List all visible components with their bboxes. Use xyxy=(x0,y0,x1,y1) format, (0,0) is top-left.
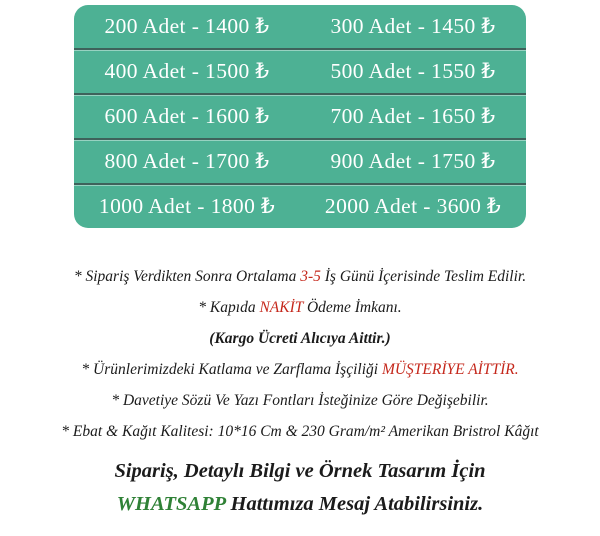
whatsapp-text: WHATSAPP xyxy=(116,493,226,515)
note-cash-payment xyxy=(0,292,600,323)
note-size-quality: * Ebat & Kağıt Kalitesi: 10*16 Cm & 230 Gram/m² Amerikan Bristrol Kâğıt xyxy=(61,423,539,440)
footer-line-2 xyxy=(0,488,600,521)
note-text: Ödeme İmkanı. xyxy=(303,299,402,316)
price-cell: 2000 Adet - 3600 ₺ xyxy=(324,194,502,218)
price-row xyxy=(74,5,526,48)
price-table xyxy=(74,5,526,228)
note-highlight-red: 3-5 xyxy=(300,268,321,285)
price-cell: 200 Adet - 1400 ₺ xyxy=(104,14,270,38)
footer-text: Hattımıza Mesaj Atabilirsiniz. xyxy=(225,493,484,515)
price-row xyxy=(74,93,526,138)
note-shipping-fee: (Kargo Ücreti Alıcıya Aittir.) xyxy=(209,330,391,347)
price-row xyxy=(74,183,526,228)
note-text: İş Günü İçerisinde Teslim Edilir. xyxy=(320,268,527,285)
note-highlight-red: MÜŞTERİYE AİTTİR. xyxy=(381,361,519,378)
note-folding-labor xyxy=(0,354,600,385)
note-text: * Ürünlerimizdeki Katlama ve Zarflama İşçiliği xyxy=(81,361,382,378)
price-row xyxy=(74,138,526,183)
price-cell: 1000 Adet - 1800 ₺ xyxy=(98,194,276,218)
note-text: * Kapıda xyxy=(198,299,260,316)
price-cell: 600 Adet - 1600 ₺ xyxy=(104,104,270,128)
price-cell: 300 Adet - 1450 ₺ xyxy=(330,14,496,38)
price-cell: 700 Adet - 1650 ₺ xyxy=(330,104,496,128)
price-cell: 900 Adet - 1750 ₺ xyxy=(330,149,496,173)
note-highlight-red: NAKİT xyxy=(259,299,304,316)
price-cell: 500 Adet - 1550 ₺ xyxy=(330,59,496,83)
note-font-change: * Davetiye Sözü Ve Yazı Fontları İsteğinize Göre Değişebilir. xyxy=(111,392,489,409)
footer-line-1: Sipariş, Detaylı Bilgi ve Örnek Tasarım İçin xyxy=(114,460,486,482)
price-cell: 400 Adet - 1500 ₺ xyxy=(104,59,270,83)
price-row xyxy=(74,48,526,93)
note-text: * Sipariş Verdikten Sonra Ortalama xyxy=(73,268,301,285)
price-flyer xyxy=(0,5,600,536)
footer-cta xyxy=(0,455,600,521)
notes-section xyxy=(0,261,600,447)
price-cell: 800 Adet - 1700 ₺ xyxy=(104,149,270,173)
note-delivery-time xyxy=(0,261,600,292)
